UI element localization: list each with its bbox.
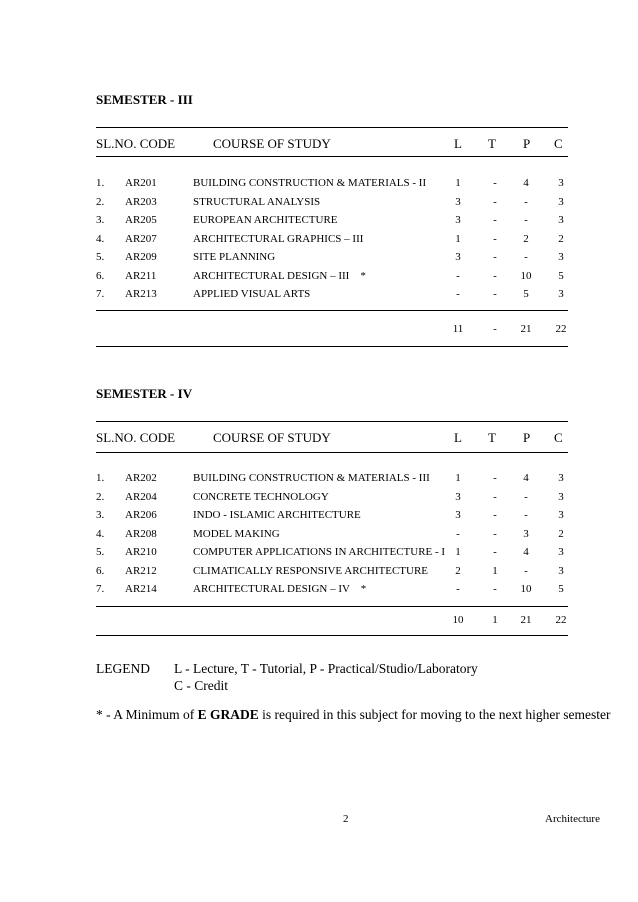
course-code: AR213 — [125, 288, 157, 300]
total-practical: 21 — [520, 323, 532, 335]
row-number: 6. — [96, 269, 105, 282]
practical-hours: 4 — [523, 177, 529, 189]
course-title: APPLIED VISUAL ARTS — [193, 288, 311, 300]
lecture-hours: 1 — [455, 546, 461, 558]
course-title: INDO - ISLAMIC ARCHITECTURE — [193, 509, 361, 521]
grade-note — [96, 707, 610, 723]
practical-hours: 3 — [523, 527, 529, 540]
tutorial-hours: 1 — [492, 564, 498, 577]
lecture-hours: 3 — [455, 509, 461, 521]
table-total-rule — [96, 310, 568, 311]
legend-label: LEGEND — [96, 661, 150, 676]
header-c: C — [554, 136, 563, 151]
course-code: AR210 — [125, 546, 157, 558]
tutorial-hours: - — [493, 232, 497, 245]
row-number: 7. — [96, 583, 105, 595]
page-number: 2 — [343, 813, 349, 825]
credits: 2 — [558, 527, 564, 540]
lecture-hours: 3 — [455, 195, 461, 208]
credits: 3 — [558, 564, 564, 577]
practical-hours: 2 — [523, 232, 529, 245]
course-code: AR214 — [125, 583, 157, 595]
header-t: T — [488, 136, 496, 151]
table-top-rule — [96, 421, 568, 422]
table-header-rule — [96, 452, 568, 453]
lecture-hours: 3 — [455, 490, 461, 503]
lecture-hours: 3 — [455, 251, 461, 263]
credits: 3 — [558, 177, 564, 189]
course-title: CONCRETE TECHNOLOGY — [193, 490, 329, 503]
total-credits: 22 — [555, 323, 567, 335]
tutorial-hours: - — [493, 214, 497, 226]
header-l: L — [454, 430, 462, 445]
practical-hours: 10 — [520, 583, 532, 595]
course-title: ARCHITECTURAL DESIGN – III * — [193, 269, 366, 282]
practical-hours: 10 — [520, 269, 532, 282]
tutorial-hours: - — [493, 546, 497, 558]
lecture-hours: - — [456, 583, 460, 595]
credits: 3 — [558, 490, 564, 503]
total-practical: 21 — [520, 614, 532, 626]
grade-note-suffix: is required in this subject for moving to the next higher semester — [258, 707, 611, 722]
grade-note-prefix: * - A Minimum of — [96, 707, 198, 722]
credits: 5 — [558, 269, 564, 282]
table-total-rule — [96, 606, 568, 607]
credits: 2 — [558, 232, 564, 245]
credits: 3 — [558, 214, 564, 226]
row-number: 3. — [96, 214, 105, 226]
row-number: 5. — [96, 546, 105, 558]
credits: 3 — [558, 546, 564, 558]
course-code: AR204 — [125, 490, 157, 503]
credits: 5 — [558, 583, 564, 595]
lecture-hours: - — [456, 288, 460, 300]
table-bottom-rule — [96, 635, 568, 636]
course-title: EUROPEAN ARCHITECTURE — [193, 214, 338, 226]
semester-title: SEMESTER - IV — [96, 386, 193, 401]
lecture-hours: 1 — [455, 177, 461, 189]
header-p: P — [523, 136, 531, 151]
header-course: COURSE OF STUDY — [213, 136, 331, 151]
course-title: CLIMATICALLY RESPONSIVE ARCHITECTURE — [193, 564, 428, 577]
row-number: 6. — [96, 564, 105, 577]
header-p: P — [523, 430, 531, 445]
course-code: AR207 — [125, 232, 157, 245]
header-course: COURSE OF STUDY — [213, 430, 331, 445]
course-code: AR203 — [125, 195, 157, 208]
row-number: 2. — [96, 490, 105, 503]
credits: 3 — [558, 288, 564, 300]
course-title: ARCHITECTURAL GRAPHICS – III — [193, 232, 364, 245]
course-title: COMPUTER APPLICATIONS IN ARCHITECTURE - I — [193, 546, 446, 558]
practical-hours: - — [524, 251, 528, 263]
lecture-hours: 1 — [455, 232, 461, 245]
practical-hours: - — [524, 195, 528, 208]
grade-note-bold: E GRADE — [197, 707, 259, 722]
header-slno-code: SL.NO. CODE — [96, 430, 176, 445]
table-bottom-rule — [96, 346, 568, 347]
credits: 3 — [558, 509, 564, 521]
footer-department: Architecture — [545, 813, 600, 825]
row-number: 1. — [96, 472, 105, 484]
course-code: AR201 — [125, 177, 157, 189]
lecture-hours: - — [456, 269, 460, 282]
course-title: STRUCTURAL ANALYSIS — [193, 195, 321, 208]
row-number: 7. — [96, 288, 105, 300]
credits: 3 — [558, 251, 564, 263]
legend-line-2: C - Credit — [174, 678, 228, 693]
tutorial-hours: - — [493, 251, 497, 263]
total-tutorial: - — [493, 323, 497, 335]
row-number: 2. — [96, 195, 105, 208]
row-number: 1. — [96, 177, 105, 189]
total-lecture: 11 — [452, 323, 464, 335]
total-credits: 22 — [555, 614, 567, 626]
total-tutorial: 1 — [492, 614, 498, 626]
semester-title: SEMESTER - III — [96, 92, 193, 107]
lecture-hours: 3 — [455, 214, 461, 226]
row-number: 4. — [96, 527, 105, 540]
practical-hours: - — [524, 214, 528, 226]
course-code: AR209 — [125, 251, 157, 263]
course-title: MODEL MAKING — [193, 527, 280, 540]
practical-hours: 4 — [523, 472, 529, 484]
lecture-hours: - — [456, 527, 460, 540]
course-code: AR206 — [125, 509, 157, 521]
course-code: AR205 — [125, 214, 157, 226]
header-c: C — [554, 430, 563, 445]
course-code: AR211 — [125, 269, 157, 282]
credits: 3 — [558, 472, 564, 484]
row-number: 4. — [96, 232, 105, 245]
tutorial-hours: - — [493, 527, 497, 540]
tutorial-hours: - — [493, 195, 497, 208]
tutorial-hours: - — [493, 288, 497, 300]
tutorial-hours: - — [493, 509, 497, 521]
credits: 3 — [558, 195, 564, 208]
header-slno-code: SL.NO. CODE — [96, 136, 176, 151]
tutorial-hours: - — [493, 490, 497, 503]
course-title: SITE PLANNING — [193, 251, 276, 263]
practical-hours: - — [524, 564, 528, 577]
course-title: BUILDING CONSTRUCTION & MATERIALS - II — [193, 177, 427, 189]
course-code: AR212 — [125, 564, 157, 577]
tutorial-hours: - — [493, 472, 497, 484]
header-l: L — [454, 136, 462, 151]
total-lecture: 10 — [452, 614, 464, 626]
course-code: AR208 — [125, 527, 157, 540]
practical-hours: - — [524, 490, 528, 503]
practical-hours: 4 — [523, 546, 529, 558]
practical-hours: - — [524, 509, 528, 521]
table-top-rule — [96, 127, 568, 128]
tutorial-hours: - — [493, 177, 497, 189]
tutorial-hours: - — [493, 269, 497, 282]
header-t: T — [488, 430, 496, 445]
legend-line-1: L - Lecture, T - Tutorial, P - Practical/Studio/Laboratory — [174, 661, 478, 676]
course-code: AR202 — [125, 472, 157, 484]
lecture-hours: 2 — [455, 564, 461, 577]
course-title: BUILDING CONSTRUCTION & MATERIALS - III — [193, 472, 430, 484]
tutorial-hours: - — [493, 583, 497, 595]
table-header-rule — [96, 156, 568, 157]
course-title: ARCHITECTURAL DESIGN – IV * — [193, 583, 367, 595]
row-number: 5. — [96, 251, 105, 263]
lecture-hours: 1 — [455, 472, 461, 484]
row-number: 3. — [96, 509, 105, 521]
practical-hours: 5 — [523, 288, 529, 300]
